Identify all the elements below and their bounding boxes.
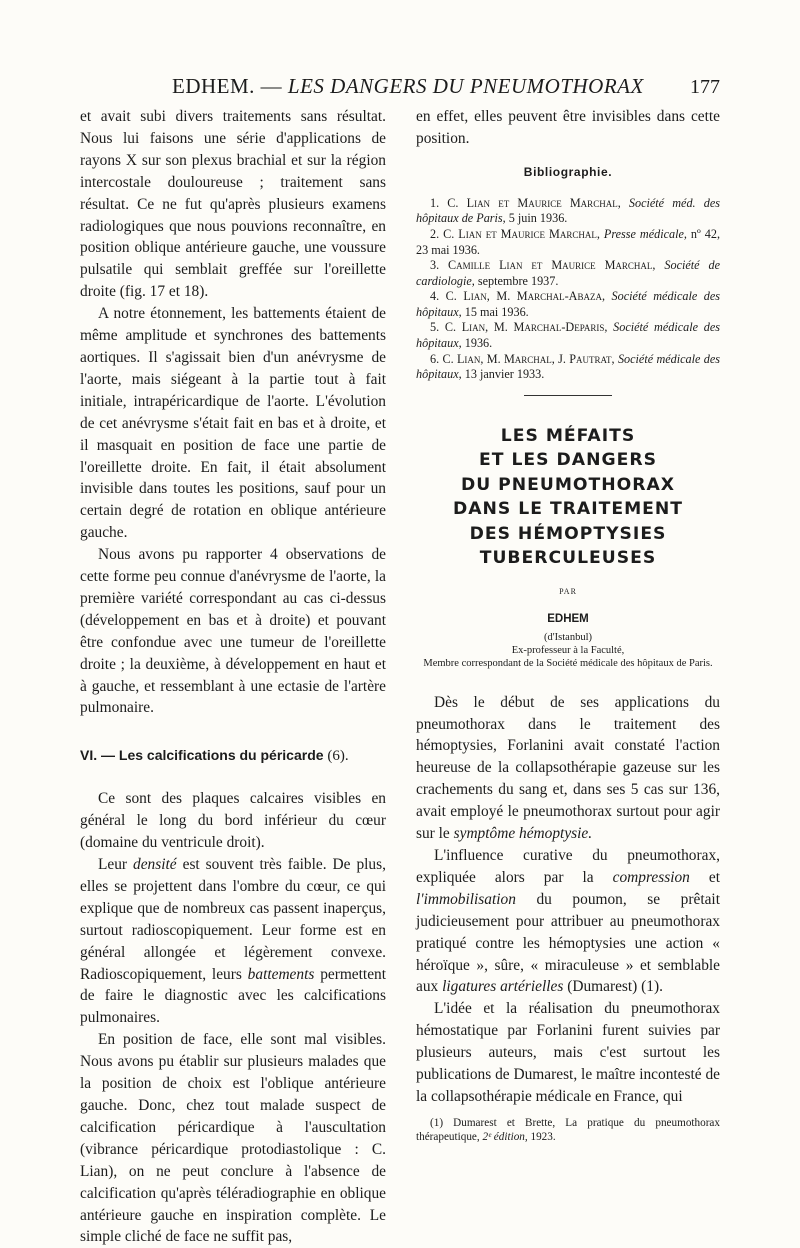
bibliography-item: [416, 196, 720, 227]
author-city: (d'Istanbul): [544, 631, 592, 643]
text-run: du poumon, se prêtait judicieusement pour attribuer au pneumothorax pratiqué contre les hémoptysies une action « héroïque », sûre, « miraculeuse » et semblable aux: [416, 890, 720, 996]
article-title-line: ET LES DANGERS: [479, 450, 657, 471]
bibliography-item: [416, 352, 720, 383]
section-heading-text: VI. — Les calcifications du péricarde: [80, 747, 324, 764]
text-run: permettent de faire le diagnostic avec les calcifications pulmonaires.: [80, 965, 386, 1027]
paragraph: en effet, elles peuvent être invisibles dans cette position.: [416, 108, 720, 147]
bibliography-source: Société médicale des hôpitaux,: [416, 320, 720, 351]
article-title-line: DES HÉMOPTYSIES: [469, 523, 667, 544]
emphasis: l'immobilisation: [416, 890, 516, 908]
bibliography-date: nº 42, 23 mai 1936.: [416, 226, 721, 257]
running-title-subject: LES DANGERS DU PNEUMOTHORAX: [287, 74, 644, 98]
section-heading-ref: (6).: [327, 748, 349, 765]
bibliography-date: 5 juin 1936.: [508, 211, 568, 226]
emphasis: battements: [247, 965, 315, 983]
article-title-line: TUBERCULEUSES: [479, 548, 657, 569]
footnote-text: (1) Dumarest et Brette, La pratique du pneumothorax thérapeutique,: [416, 1116, 720, 1144]
bibliography-item: [416, 258, 720, 289]
paragraph: L'idée et la réalisation du pneumothorax hémostatique par Forlanini furent suivies par plusieurs auteurs, mais c'est surtout les publications de Dumarest, le maître incontesté de la collapsothérapie médicale en France, qui: [416, 1000, 720, 1105]
paragraph: Ce sont des plaques calcaires visibles en général le long du bord inférieur du cœur (domaine du ventricule droit).: [80, 790, 386, 852]
text-run: (Dumarest) (1).: [567, 978, 663, 996]
bibliography-item: [416, 289, 720, 320]
emphasis: 2ᵉ édition,: [482, 1131, 528, 1144]
emphasis: compression: [612, 868, 690, 886]
article-title: [416, 424, 720, 571]
author-title: Ex-professeur à la Faculté,: [511, 644, 625, 656]
bibliography-list: [416, 196, 720, 383]
running-title-author: EDHEM. —: [172, 74, 283, 98]
section-heading: [80, 745, 386, 768]
article-title-line: LES MÉFAITS: [500, 425, 636, 446]
author-name: EDHEM: [547, 612, 589, 625]
running-title: [172, 74, 644, 99]
bibliography-date: 13 janvier 1933.: [464, 367, 545, 382]
paragraph: [80, 854, 386, 1029]
text-run: L'influence curative du pneumothorax, expliquée alors par la: [416, 847, 720, 886]
bibliography-item: [416, 320, 720, 351]
text-run: Dès le début de ses applications du pneumothorax dans le traitement des hémoptysies, Forlanini avait constaté l'action heureuse de la collapsothérapie gazeuse sur les crachements du sang et, dans ses 5 cas sur 136, avait employé le pneumothorax surtout pour agir sur le: [416, 693, 720, 843]
bibliography-source: Société médicale des hôpitaux,: [416, 351, 720, 382]
bibliography-authors: 6. C. Lian, M. Marchal, J. Pautrat,: [430, 351, 615, 366]
section-divider: [524, 395, 612, 396]
bibliography-authors: 3. Camille Lian et Maurice Marchal,: [430, 258, 656, 273]
article-title-line: DU PNEUMOTHORAX: [460, 474, 676, 495]
paragraph: et avait subi divers traitements sans résultat. Nous lui faisons une série d'applications de rayons X sur son plexus brachial et sur la région intercostale douloureuse ; traitement sans résultat. Ce ne fut qu'après plusieurs examens radiologiques que nous pouvions reconnaître, en position oblique antérieure gauche, une voussure pulsatile qui semblait greffée sur l'oreillette droite (fig. 17 et 18).: [80, 108, 386, 301]
author-membership: Membre correspondant de la Société médicale des hôpitaux de Paris.: [423, 657, 713, 669]
emphasis: densité: [133, 856, 177, 873]
paragraph: [416, 692, 720, 845]
paragraph: [416, 845, 720, 998]
bibliography-source: Société de cardiologie,: [416, 258, 721, 288]
bibliography-authors: 4. C. Lian, M. Marchal-Abaza,: [430, 289, 606, 304]
bibliography-authors: 2. C. Lian et Maurice Marchal,: [430, 226, 600, 241]
bibliography-authors: 5. C. Lian, M. Marchal-Deparis,: [430, 320, 608, 335]
footnote-text: 1923.: [530, 1131, 556, 1144]
bibliography-date: 15 mai 1936.: [464, 304, 529, 319]
article-title-line: DANS LE TRAITEMENT: [452, 499, 684, 520]
emphasis: ligatures artérielles: [442, 978, 564, 996]
bibliography-date: 1936.: [464, 336, 493, 351]
right-column: [416, 106, 720, 1145]
bibliography-source: Société méd. des hôpitaux de Paris,: [416, 195, 720, 226]
text-run: Leur: [98, 856, 128, 873]
paragraph: Nous avons pu rapporter 4 observations de cette forme peu connue d'anévrysme de l'aorte, la première variété correspondant au cas ci-dessus (développement en bas et à droite) et pouvant être confondue avec une tumeur de l'oreillette droite ; la deuxième, à développement en haut et à gauche, et ressemblant à une ectasie de l'artère pulmonaire.: [80, 546, 386, 717]
byline-par: PAR: [559, 586, 577, 596]
bibliography-heading: Bibliographie.: [523, 164, 613, 179]
paragraph: A notre étonnement, les battements étaient de même amplitude et synchrones des battements aortiques. Il s'agissait bien d'un anévrysme de l'aorte, mais siégeant à la partie tout à fait initiale, intrapéricardique de l'aorte. L'évolution de cet anévrysme s'était fait en bas et à droite, et il masquait en position de face une partie de l'oreillette droite. En fait, il était absolument invisible dans toutes les positions, sauf pour un certain degré de rotation en oblique antérieure gauche.: [80, 305, 386, 542]
text-run: et: [708, 868, 720, 886]
bibliography-source: Société médicale des hôpitaux,: [416, 289, 721, 319]
article-body: [416, 692, 720, 1108]
bibliography-item: [416, 227, 720, 258]
bibliography-date: septembre 1937.: [477, 273, 559, 288]
footnote: [416, 1116, 720, 1145]
emphasis: symptôme hémoptysie.: [453, 825, 593, 843]
paragraph: En position de face, elle sont mal visibles. Nous avons pu établir sur plusieurs malades que la position de choix est l'oblique antérieure gauche. Donc, chez tout malade suspect de calcification péricardique à l'auscultation (vibrance péricardique protodiastolique : C. Lian), on ne peut conclure à l'absence de calcification qu'après téléradiographie en oblique antérieure gauche en inspiration complète. Le simple cliché de face ne suffit pas,: [80, 1031, 386, 1246]
running-header: [80, 74, 720, 104]
left-column: [80, 106, 386, 1248]
bibliography-authors: 1. C. Lian et Maurice Marchal,: [430, 195, 621, 210]
bibliography-source: Presse médicale,: [603, 226, 687, 241]
text-run: est souvent très faible. De plus, elles se projettent dans l'ombre du cœur, ce qui explique que de nombreux cas passent inaperçus, surtout radioscopiquement. Leur forme est en général allongée et légèrement convexe. Radioscopiquement, leurs: [80, 856, 386, 983]
page-number: 177: [690, 76, 720, 98]
